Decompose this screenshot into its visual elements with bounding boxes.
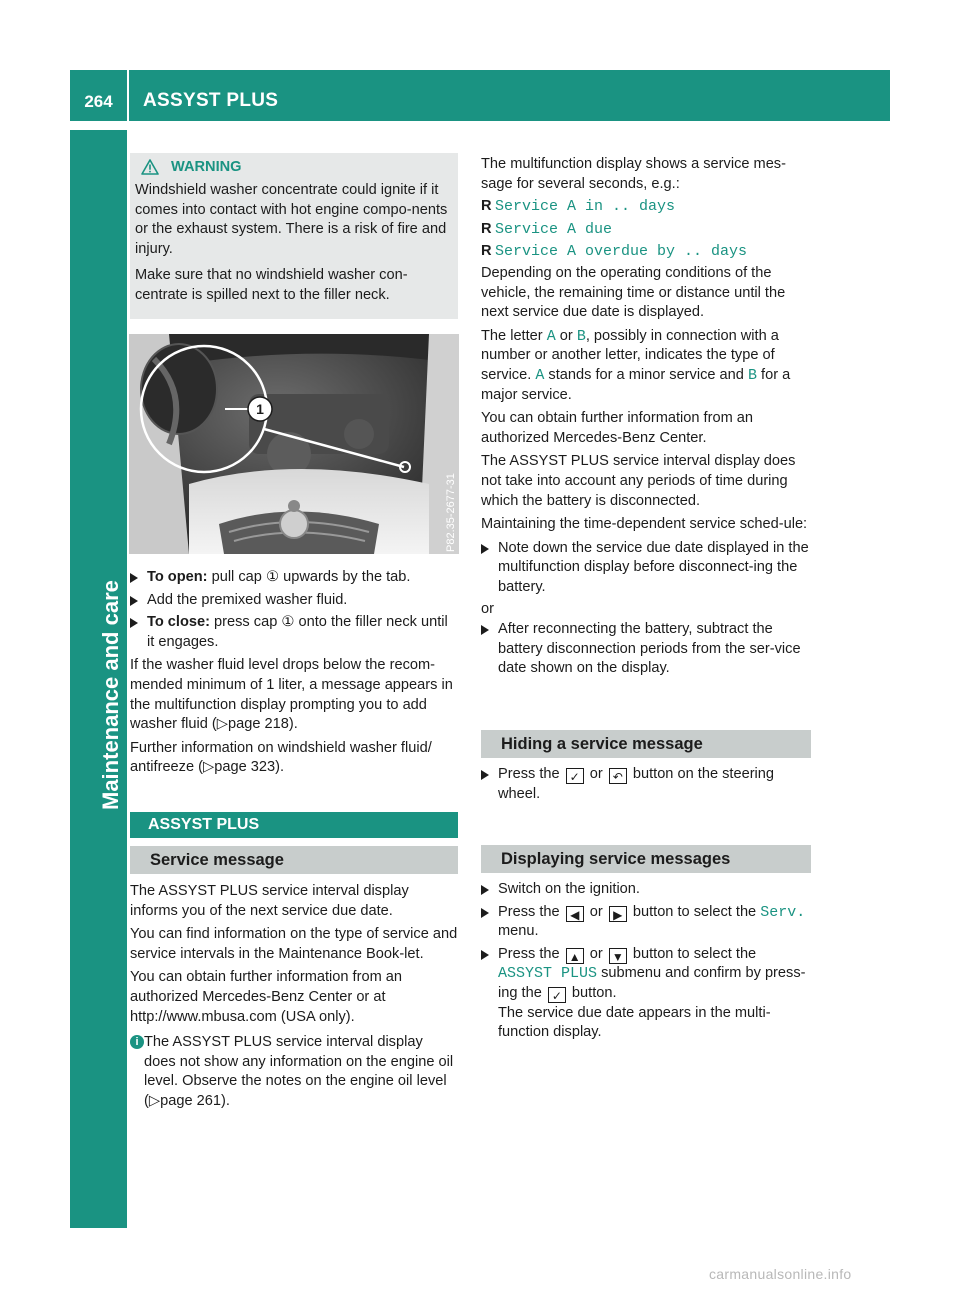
header-divider: [127, 70, 129, 121]
or-label: or: [481, 601, 494, 618]
left-column-lower: [130, 882, 458, 1112]
service-type-paragraph: The letter A or B, possibly in connection with a number or another letter, indicates the type of service. A stands for a minor service and B for a major service.: [481, 327, 791, 403]
arrow-icon: [130, 618, 138, 628]
instruction-subtract: After reconnecting the battery, subtract the battery disconnection periods from the ser-vice date shown on the display.: [481, 620, 811, 679]
instruction-open: To open: pull cap ① upwards by the tab.: [130, 568, 458, 588]
arrow-icon: [481, 950, 489, 960]
left-key-icon: ◀: [566, 906, 584, 922]
section-hiding-service-message: Hiding a service message: [481, 730, 811, 758]
instruction-select-assyst: Press the ▲ or ▼ button to select the ASSYST PLUS submenu and confirm by press-ing the ✓ button. The service due date appears in the multi-function display.: [481, 945, 811, 1043]
arrow-icon: [130, 573, 138, 583]
engine-bay-photo: [129, 334, 459, 554]
service-msg-item: R Service A overdue by .. days: [481, 243, 748, 261]
watermark: carmanualsonline.info: [709, 1266, 852, 1282]
right-column: [481, 155, 811, 679]
assyst-intro: The ASSYST PLUS service interval display informs you of the next service due date.: [130, 883, 409, 919]
ok-key-icon: ✓: [548, 987, 566, 1003]
photo-code: P82.35-2677-31: [445, 473, 457, 552]
battery-paragraph: The ASSYST PLUS service interval display does not take into account any periods of time during which the battery is disconnected.: [481, 453, 796, 509]
instruction-hide: Press the ✓ or ↶ button on the steering wheel.: [481, 765, 811, 804]
callout-1-icon: ①: [281, 614, 295, 631]
assyst-maintenance-book: You can find information on the type of service and service intervals in the Maintenance Book-let.: [130, 926, 458, 962]
low-fluid-paragraph: If the washer fluid level drops below the recom-mended minimum of 1 liter, a message appears in the multifunction display prompting you to add washer fluid (▷page 218).: [130, 657, 453, 733]
service-msg-item: R Service A due: [481, 220, 613, 238]
hiding-instructions: [481, 765, 811, 804]
warning-text: Windshield washer concentrate could ignite if it comes into contact with hot engine compo-nents or the exhaust system. There is a risk of fire and injury.: [135, 182, 448, 257]
info-note: i The ASSYST PLUS service interval display does not show any information on the engine oil level. Observe the notes on the engine oil level (▷page 261).: [130, 1033, 458, 1111]
up-key-icon: ▲: [566, 948, 584, 964]
section-assyst-plus: ASSYST PLUS: [130, 812, 458, 838]
arrow-icon: [130, 596, 138, 606]
callout-1-icon: ①: [265, 569, 280, 585]
right-key-icon: ▶: [609, 906, 627, 922]
page-header: [70, 70, 890, 121]
instruction-close: To close: press cap ① onto the filler neck until it engages.: [130, 613, 458, 652]
further-info-paragraph: Further information on windshield washer fluid/ antifreeze (▷page 323).: [130, 739, 432, 776]
chapter-tab: [70, 130, 127, 1228]
warning-instruction: Make sure that no windshield washer con-centrate is spilled next to the filler neck.: [135, 267, 408, 303]
left-column: [130, 568, 458, 778]
back-key-icon: ↶: [609, 768, 627, 784]
info-icon: i: [130, 1035, 144, 1049]
section-displaying-service-messages: Displaying service messages: [481, 845, 811, 873]
down-key-icon: ▼: [609, 948, 627, 964]
assyst-further-info: You can obtain further information from an authorized Mercedes-Benz Center or at http://www.mbusa.com (USA only).: [130, 969, 403, 1025]
warning-triangle-icon: [141, 159, 159, 175]
service-msg-item: R Service A in .. days: [481, 198, 676, 216]
section-service-message: Service message: [130, 846, 458, 874]
page-number: 264: [84, 92, 113, 111]
page-ref-icon: ▷: [216, 716, 229, 733]
authorized-center-paragraph: You can obtain further information from an authorized Mercedes-Benz Center.: [481, 410, 754, 446]
instruction-add: Add the premixed washer fluid.: [130, 591, 458, 611]
arrow-icon: [481, 770, 489, 780]
instruction-ignition: Switch on the ignition.: [481, 880, 811, 900]
service-display-intro: The multifunction display shows a service mes-sage for several seconds, e.g.:: [481, 156, 786, 192]
callout-number: 1: [256, 401, 264, 417]
page-title: ASSYST PLUS: [143, 90, 279, 111]
arrow-icon: [481, 544, 489, 554]
arrow-icon: [481, 885, 489, 895]
warning-box: [130, 153, 458, 319]
warning-label: WARNING: [171, 159, 242, 175]
instruction-note-date: Note down the service due date displayed in the multifunction display before disconnect-ing the battery.: [481, 539, 811, 598]
instruction-select-serv: Press the ◀ or ▶ button to select the Serv. menu.: [481, 903, 811, 942]
page-ref-icon: ▷: [203, 759, 215, 776]
arrow-icon: [481, 908, 489, 918]
operating-conditions-paragraph: Depending on the operating conditions of the vehicle, the remaining time or distance until the next service due date is displayed.: [481, 264, 786, 321]
arrow-icon: [481, 625, 489, 635]
displaying-instructions: [481, 880, 811, 1043]
ok-key-icon: ✓: [566, 768, 584, 784]
page-ref-icon: ▷: [148, 1092, 161, 1109]
maintaining-schedule-paragraph: Maintaining the time-dependent service sched-ule:: [481, 516, 808, 533]
chapter-label: Maintenance and care: [98, 580, 123, 810]
